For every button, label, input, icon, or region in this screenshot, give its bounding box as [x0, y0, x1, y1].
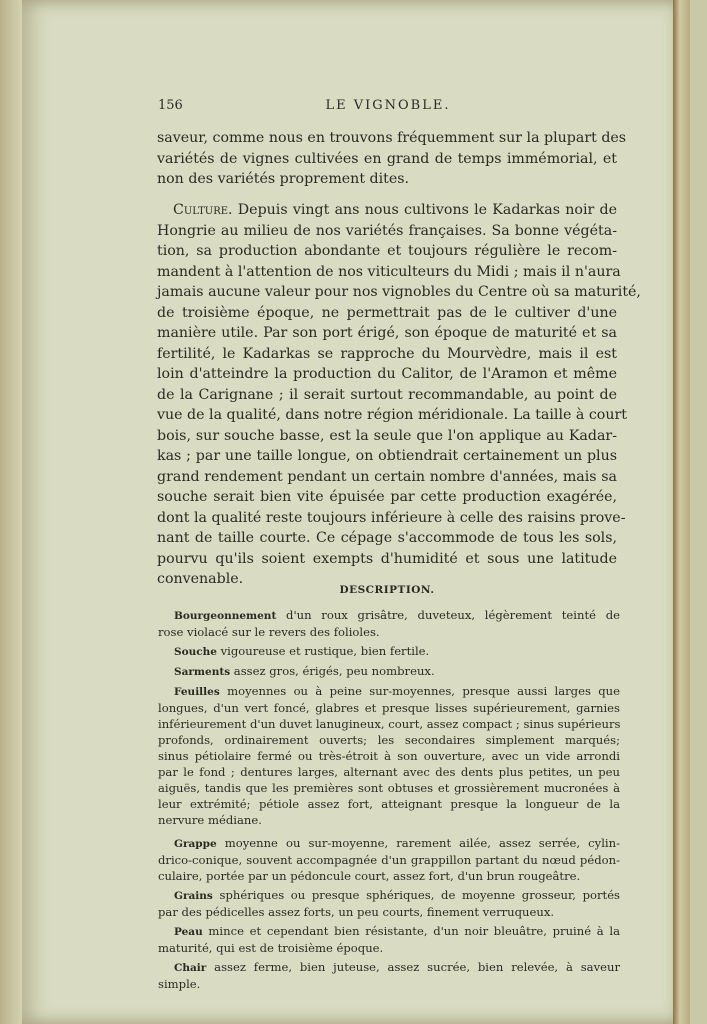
entry-text: vigoureuse et rustique, bien fertile. — [216, 644, 430, 658]
entry-text: assez gros, érigés, peu nombreux. — [230, 664, 435, 678]
text-line: loin d'atteindre la production du Calitor, de l'Aramon et même — [157, 366, 617, 382]
text-line: maturité, qui est de troisième époque. — [158, 941, 384, 955]
text-line: nervure médiane. — [158, 813, 262, 827]
text-line: par le fond ; dentures larges, alternant avec des dents plus petites, un peu — [158, 765, 620, 779]
running-title: LE VIGNOBLE. — [325, 98, 451, 113]
text-line: drico-conique, souvent accompagnée d'un grappillon partant du nœud pédon- — [158, 853, 620, 867]
text-line: leur extrémité; pétiole assez fort, atteignant presque la longueur de la — [158, 797, 620, 811]
description-entry — [158, 643, 620, 660]
entry-term: Sarments — [174, 666, 231, 678]
text-line: tion, sa production abondante et toujours régulière le recom- — [157, 243, 617, 259]
entry-text: d'un roux grisâtre, duveteux, légèrement teinté de — [276, 608, 620, 622]
text-line — [158, 887, 620, 904]
section-label: Culture. — [173, 202, 233, 218]
text-line: souche serait bien vite épuisée par cette production exagérée, — [157, 489, 617, 505]
text-line: rose violacé sur le revers des folioles. — [158, 625, 380, 639]
text-line: kas ; par une taille longue, on obtiendrait certainement un plus — [157, 448, 617, 464]
description-entry — [158, 607, 620, 640]
text-line — [158, 835, 620, 852]
text-line — [158, 607, 620, 624]
entry-text: moyennes ou à peine sur-moyennes, presque aussi larges que — [219, 684, 620, 698]
text-line: fertilité, le Kadarkas se rapproche du Mourvèdre, mais il est — [157, 345, 617, 362]
text-line: pourvu qu'ils soient exempts d'humidité et sous une latitude — [157, 550, 617, 567]
text-line — [158, 923, 620, 940]
description-entry — [158, 959, 620, 992]
text-line: Hongrie au milieu de nos variétés françaises. Sa bonne végéta- — [157, 222, 617, 239]
text-line: longues, d'un vert foncé, glabres et presque lisses supérieurement, garnies — [158, 701, 620, 715]
entry-term: Souche — [174, 646, 217, 658]
description-entry — [158, 923, 620, 956]
description-entry — [158, 835, 620, 884]
text-line — [158, 663, 620, 680]
text-line: inférieurement d'un duvet lanugineux, court, assez compact ; sinus supérieurs — [158, 717, 621, 731]
text-line — [158, 683, 620, 700]
text-line — [157, 200, 617, 221]
text-line: saveur, comme nous en trouvons fréquemment sur la plupart des — [157, 130, 627, 146]
text-line: grand rendement pendant un certain nombre d'années, mais sa — [157, 468, 617, 485]
paragraph-continuation — [157, 128, 627, 190]
entry-term: Feuilles — [174, 686, 220, 698]
page-number: 156 — [158, 98, 183, 113]
description-entry — [158, 683, 620, 828]
text-line: non des variétés proprement dites. — [157, 171, 410, 187]
text-line: de la Carignane ; il serait surtout recommandable, au point de — [157, 386, 617, 403]
entry-term: Grappe — [174, 838, 217, 850]
paragraph-culture — [157, 200, 641, 590]
text-line: convenable. — [157, 571, 244, 587]
text-line: profonds, ordinairement ouverts; les secondaires simplement marqués; — [158, 733, 620, 747]
left-page-edge — [0, 0, 22, 1024]
text-line: mandent à l'attention de nos viticulteurs du Midi ; mais il n'aura — [157, 263, 621, 280]
entry-term: Peau — [174, 926, 203, 938]
entry-term: Grains — [174, 890, 213, 902]
text-line: simple. — [158, 977, 201, 991]
entry-term: Chair — [174, 962, 207, 974]
page-stack-edge — [673, 0, 690, 1024]
text-line: bois, sur souche basse, est la seule que l'on applique au Kadar- — [157, 427, 617, 444]
text-line: culaire, portée par un pédoncule court, assez fort, d'un brun rougeâtre. — [158, 869, 581, 883]
text-line: nant de taille courte. Ce cépage s'accommode de tous les sols, — [157, 530, 617, 546]
description-heading: DESCRIPTION. — [339, 584, 435, 596]
text-line: sinus pétiolaire fermé ou très-étroit à son ouverture, avec un vide arrondi — [158, 749, 620, 763]
text-line — [158, 959, 620, 976]
text-line: jamais aucune valeur pour nos vignobles du Centre où sa maturité, — [157, 284, 641, 300]
description-entry — [158, 663, 620, 680]
entry-text: sphériques ou presque sphériques, de moyenne grosseur, portés — [212, 888, 620, 902]
text-line: vue de la qualité, dans notre région méridionale. La taille à court — [157, 407, 627, 423]
entry-text: mince et cependant bien résistante, d'un noir bleuâtre, pruiné à la — [202, 924, 620, 938]
entry-text: moyenne ou sur-moyenne, rarement ailée, assez serrée, cylin- — [216, 836, 620, 850]
text-line: dont la qualité reste toujours inférieure à celle des raisins prove- — [157, 509, 626, 526]
text-line: variétés de vignes cultivées en grand de temps immémorial, et — [157, 150, 617, 167]
text-line: de troisième époque, ne permettrait pas de le cultiver d'une — [157, 304, 617, 321]
entry-term: Bourgeonnement — [174, 610, 277, 622]
text-line: aiguës, tandis que les premières sont obtuses et grossièrement mucronées à — [158, 781, 620, 795]
text-line: manière utile. Par son port érigé, son époque de maturité et sa — [157, 325, 617, 341]
text-span: Depuis vingt ans nous cultivons le Kadarkas noir de — [232, 202, 617, 218]
text-line — [158, 643, 620, 660]
text-line: par des pédicelles assez forts, un peu courts, finement verruqueux. — [158, 905, 555, 919]
description-entry — [158, 887, 620, 920]
description-list — [158, 607, 620, 995]
entry-text: assez ferme, bien juteuse, assez sucrée, bien relevée, à saveur — [206, 960, 620, 974]
